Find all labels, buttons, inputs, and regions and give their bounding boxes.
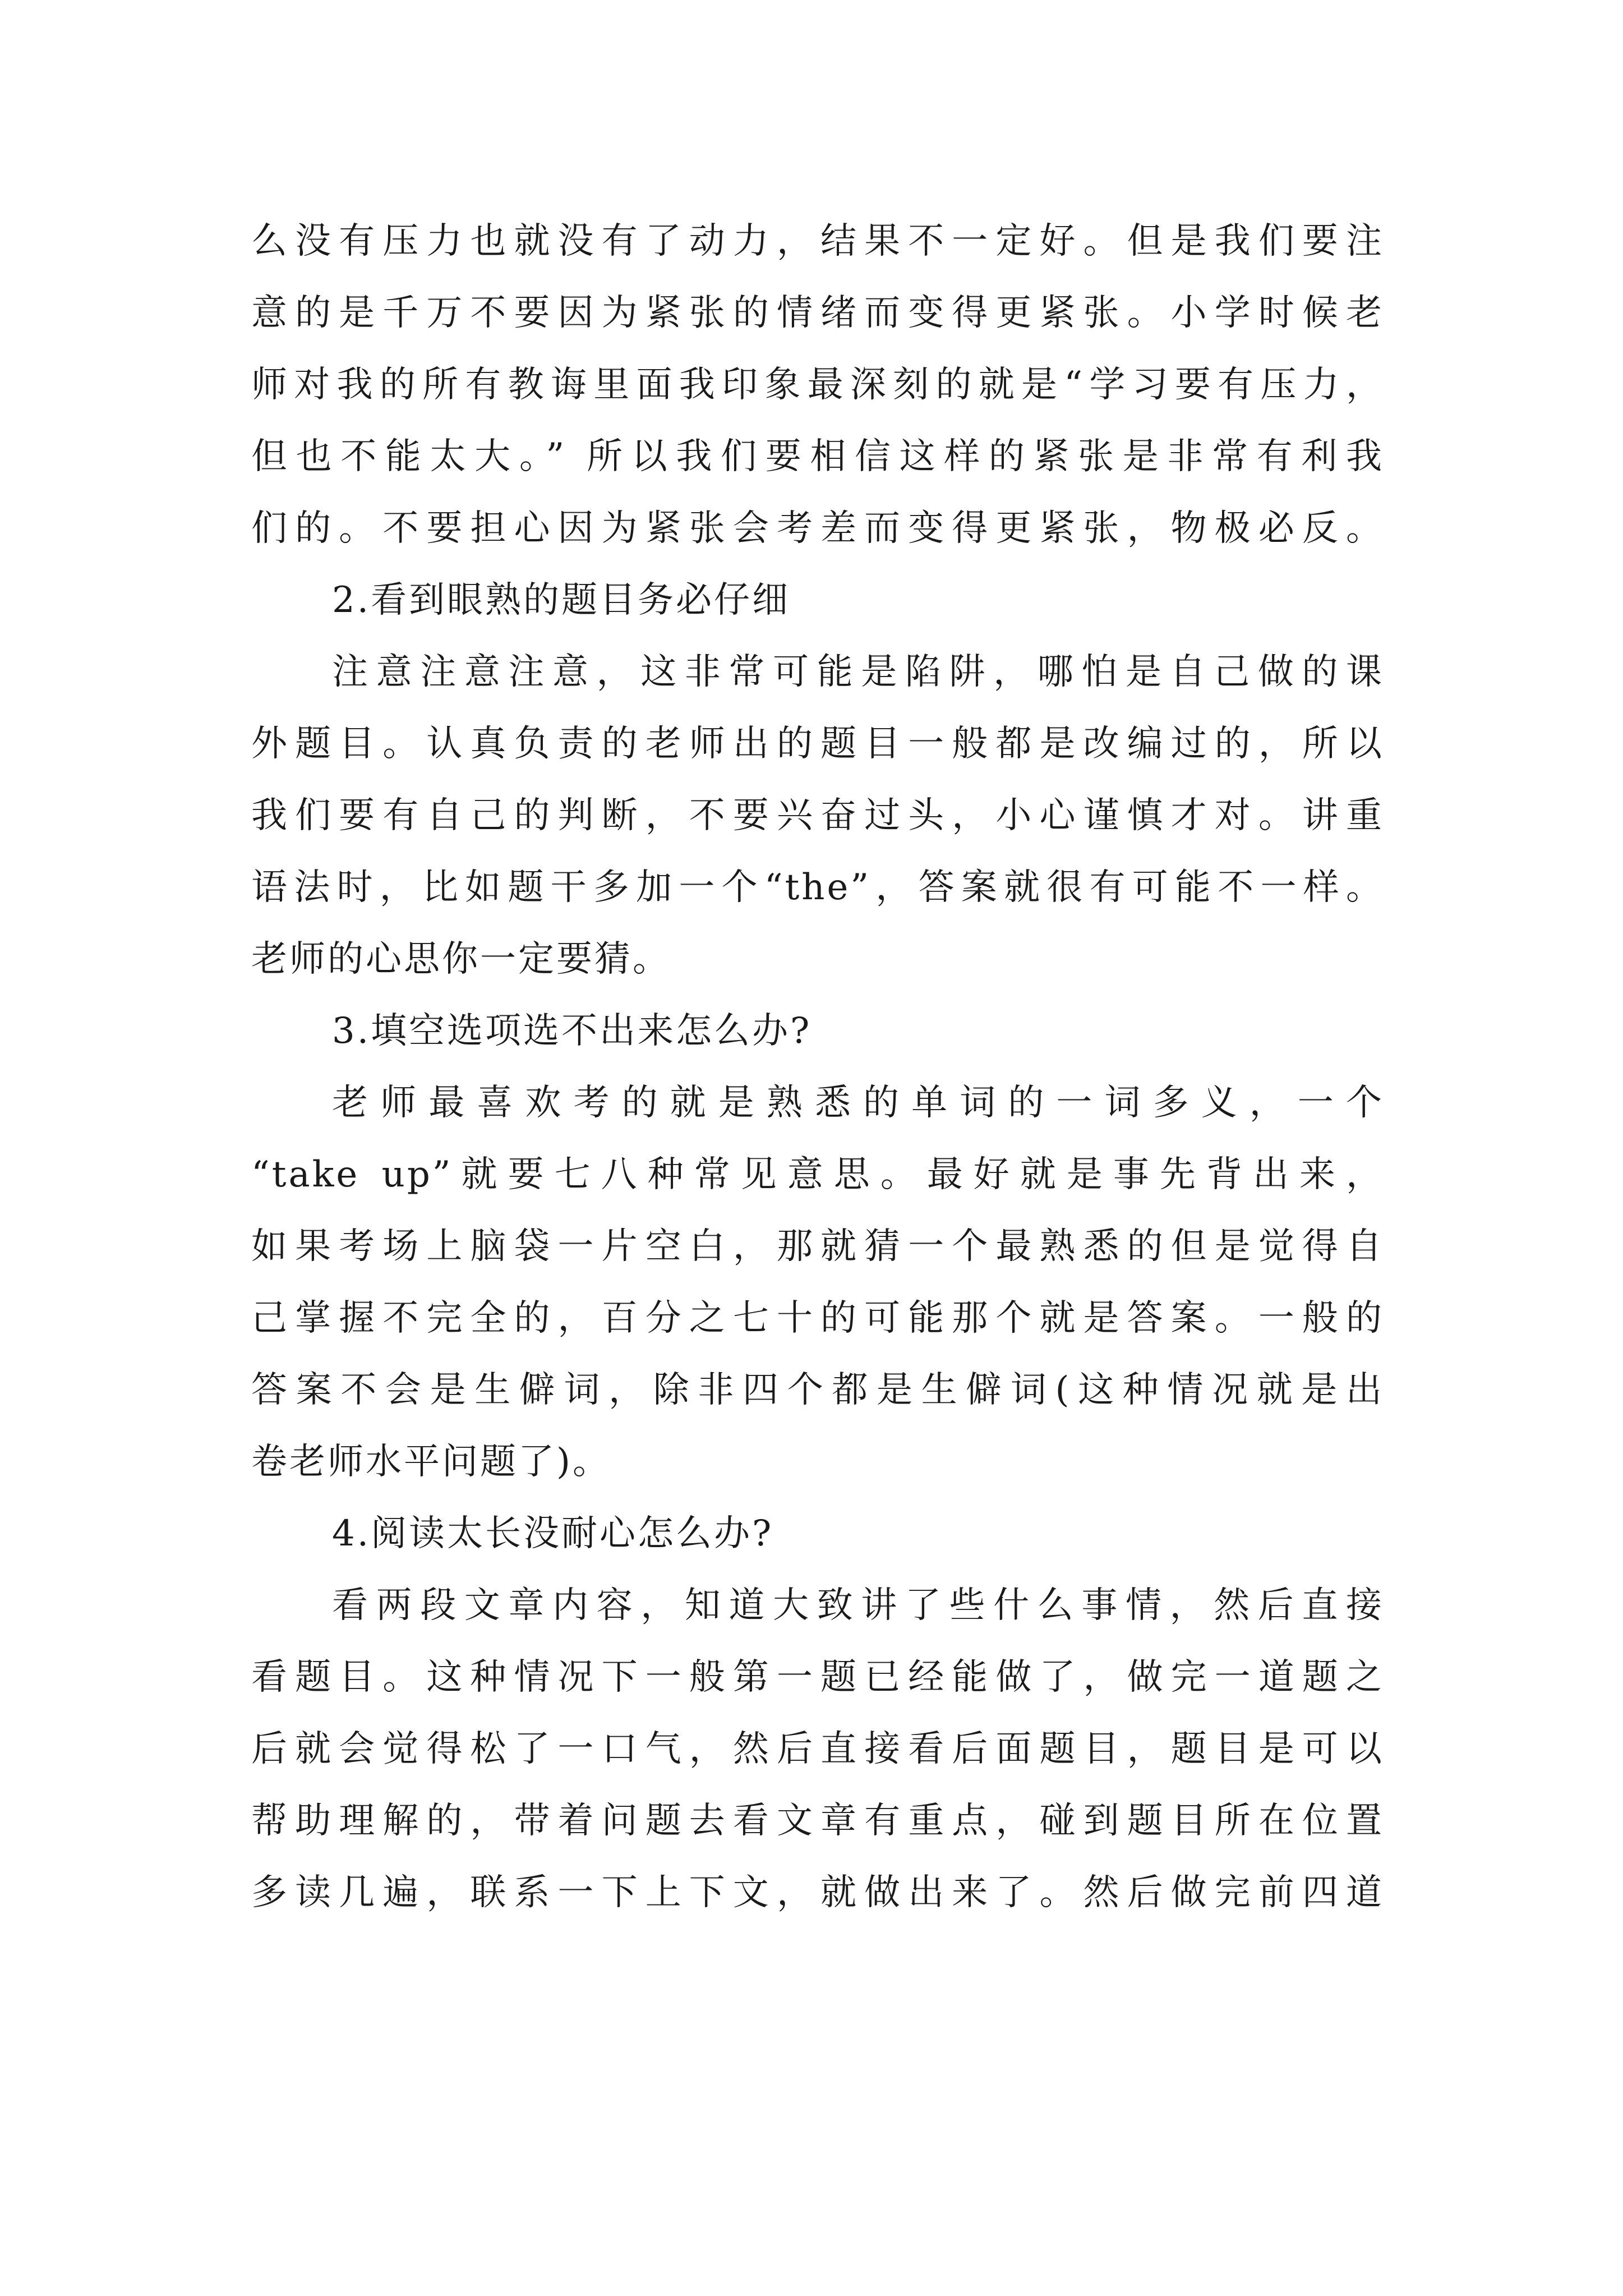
body-text-line: 后就会觉得松了一口气，然后直接看后面题目，题目是可以	[251, 1728, 1384, 1770]
body-text-line: 外题目。认真负责的老师出的题目一般都是改编过的，所以	[251, 723, 1384, 765]
body-text-line: 意的是千万不要因为紧张的情绪而变得更紧张。小学时候老	[251, 292, 1384, 334]
body-text-line: 语法时，比如题干多加一个“the”，答案就很有可能不一样。	[251, 867, 1384, 908]
body-text-line: 卷老师水平问题了)。	[251, 1441, 611, 1483]
body-text-line: 但也不能太大。” 所以我们要相信这样的紧张是非常有利我	[251, 436, 1384, 477]
section-heading: 4.阅读太长没耐心怎么办?	[332, 1513, 774, 1554]
body-text-line: 师对我的所有教诲里面我印象最深刻的就是“学习要有压力，	[251, 364, 1384, 406]
body-text-line: 帮助理解的，带着问题去看文章有重点，碰到题目所在位置	[251, 1800, 1384, 1842]
body-text-line: 老师最喜欢考的就是熟悉的单词的一词多义，一个	[332, 1082, 1384, 1124]
body-text-line: 看题目。这种情况下一般第一题已经能做了，做完一道题之	[251, 1657, 1384, 1698]
body-text-line: 注意注意注意，这非常可能是陷阱，哪怕是自己做的课	[332, 651, 1384, 693]
body-text-line: 看两段文章内容，知道大致讲了些什么事情，然后直接	[332, 1585, 1384, 1626]
section-heading: 3.填空选项选不出来怎么办?	[332, 1010, 812, 1052]
body-text-line: “take up”就要七八种常见意思。最好就是事先背出来，	[251, 1154, 1384, 1195]
body-text-line: 么没有压力也就没有了动力，结果不一定好。但是我们要注	[251, 220, 1384, 262]
body-text-line: 我们要有自己的判断，不要兴奋过头，小心谨慎才对。讲重	[251, 795, 1384, 836]
body-text-line: 如果考场上脑袋一片空白，那就猜一个最熟悉的但是觉得自	[251, 1226, 1384, 1267]
body-text-line: 多读几遍，联系一下上下文，就做出来了。然后做完前四道	[251, 1872, 1384, 1913]
body-text-line: 己掌握不完全的，百分之七十的可能那个就是答案。一般的	[251, 1297, 1384, 1339]
body-text-line: 老师的心思你一定要猜。	[251, 938, 671, 980]
body-text-line: 答案不会是生僻词，除非四个都是生僻词(这种情况就是出	[251, 1369, 1384, 1411]
body-text-line: 们的。不要担心因为紧张会考差而变得更紧张，物极必反。	[251, 508, 1384, 549]
section-heading: 2.看到眼熟的题目务必仔细	[332, 579, 791, 621]
